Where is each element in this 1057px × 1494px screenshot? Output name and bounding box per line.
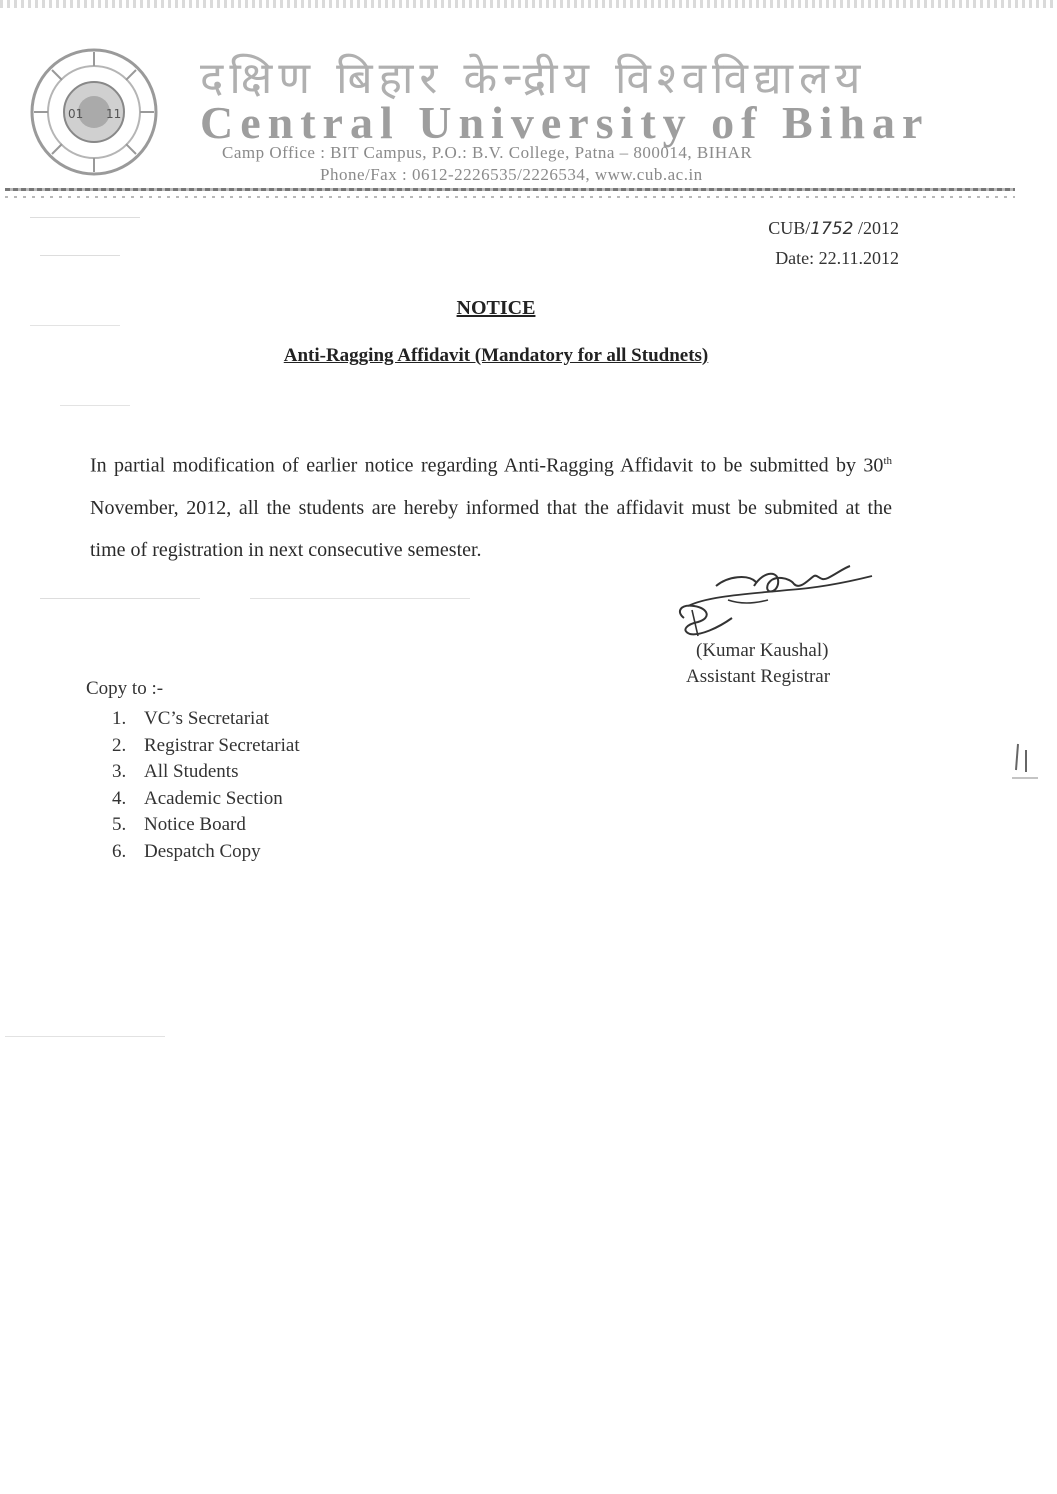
- copy-to-label: Copy to :-: [86, 678, 164, 699]
- list-item: [112, 706, 300, 733]
- scan-noise-top: [0, 0, 1057, 8]
- phone-fax-website: Phone/Fax : 0612-2226535/2226534, www.cub.ac.in: [320, 165, 703, 184]
- reference-number: [768, 218, 899, 239]
- signatory-name: (Kumar Kaushal): [696, 640, 829, 661]
- reference-handwritten-number: 1752: [810, 219, 854, 239]
- university-name-english: Central University of Bihar: [200, 97, 930, 148]
- notice-body-part2: November, 2012, all the students are hereby informed that the affidavit must be submited at the time of registration in next consecutive semester.: [90, 496, 892, 561]
- list-item-text: Academic Section: [144, 787, 283, 809]
- list-item-number: 1.: [112, 708, 127, 729]
- notice-body: [90, 440, 892, 571]
- handwritten-signature: [668, 560, 878, 640]
- copy-to-list: [112, 706, 300, 865]
- reference-prefix: CUB/: [768, 218, 811, 238]
- list-item: [112, 733, 300, 760]
- svg-text:11: 11: [106, 107, 122, 121]
- list-item: [112, 759, 300, 786]
- notice-date: Date: 22.11.2012: [775, 248, 899, 268]
- university-seal-icon: [22, 42, 168, 182]
- svg-text:01: 01: [68, 107, 84, 121]
- list-item-text: VC’s Secretariat: [144, 708, 270, 729]
- scan-artifact-line: [250, 598, 470, 599]
- scan-artifact-line: [5, 1036, 165, 1037]
- camp-office-address: Camp Office : BIT Campus, P.O.: B.V. College, Patna – 800014, BIHAR: [222, 143, 753, 162]
- notice-title: NOTICE: [456, 297, 536, 319]
- university-name-hindi: दक्षिण बिहार केन्द्रीय विश्वविद्यालय: [200, 53, 867, 104]
- list-item-number: 3.: [112, 761, 127, 782]
- signatory-title: Assistant Registrar: [686, 666, 831, 687]
- notice-subject: Anti-Ragging Affidavit (Mandatory for all Studnets): [283, 345, 709, 366]
- notice-body-part1: In partial modification of earlier notice regarding Anti-Ragging Affidavit to be submitted by 30: [90, 454, 884, 477]
- list-item: [112, 839, 300, 866]
- reference-suffix: /2012: [857, 218, 899, 238]
- letterhead-divider-secondary: [5, 196, 1015, 198]
- list-item-number: 4.: [112, 787, 127, 809]
- list-item-number: 2.: [112, 734, 127, 756]
- scan-margin-mark-right: [1010, 740, 1040, 782]
- list-item-number: 5.: [112, 814, 127, 835]
- list-item-number: 6.: [112, 840, 127, 862]
- list-item-text: All Students: [144, 761, 239, 782]
- ordinal-suffix: th: [883, 455, 892, 467]
- scan-artifact-line: [40, 598, 200, 599]
- list-item-text: Notice Board: [144, 814, 246, 835]
- list-item-text: Registrar Secretariat: [144, 734, 300, 756]
- list-item: [112, 812, 300, 839]
- letterhead-divider: [5, 188, 1015, 191]
- list-item-text: Despatch Copy: [144, 840, 261, 862]
- list-item: [112, 786, 300, 813]
